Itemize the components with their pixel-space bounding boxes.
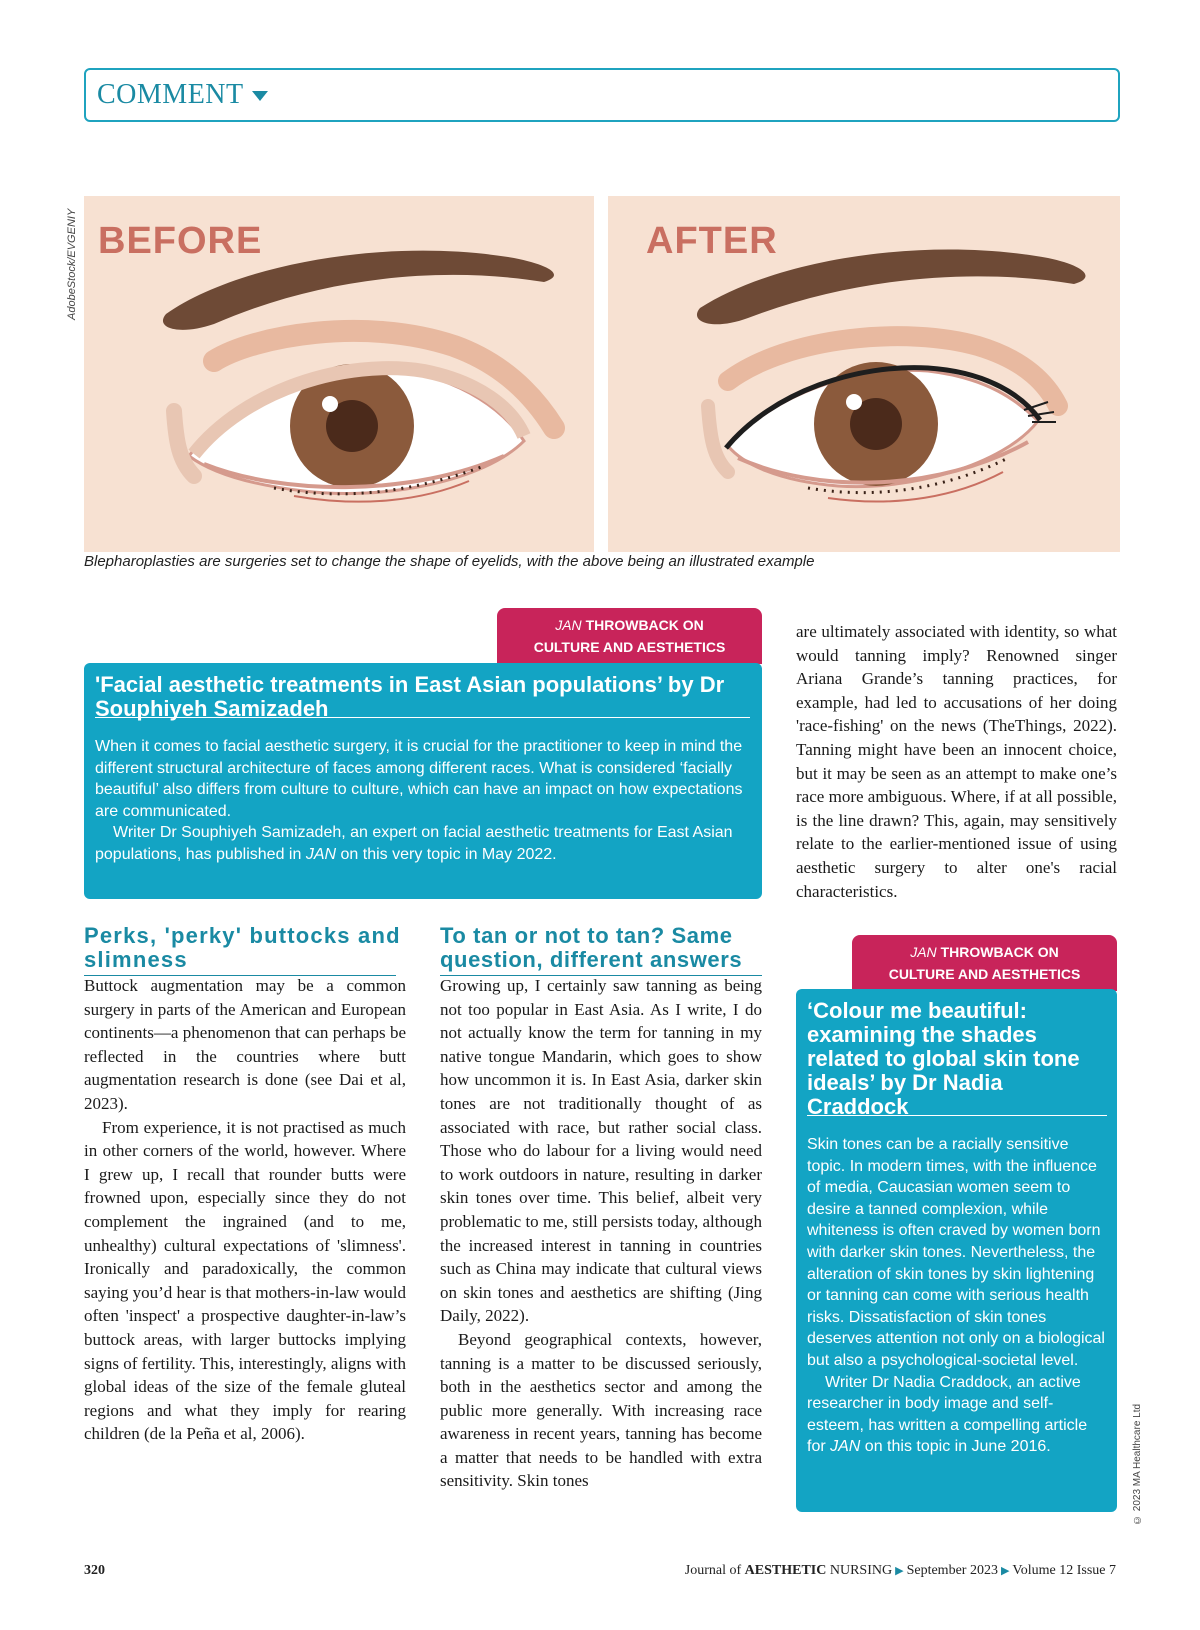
throwback-title: ‘Colour me beautiful: examining the shades related to global skin tone ideals’ by Dr Nadia Craddock — [807, 998, 1080, 1119]
column-3 — [796, 620, 1117, 903]
triangle-right-icon: ▶ — [895, 1565, 904, 1577]
caret-down-icon — [252, 91, 268, 101]
photo-credit: AdobeStock/EVGENIY — [66, 208, 78, 320]
throwback-box-1 — [84, 663, 762, 899]
page-number: 320 — [84, 1563, 105, 1578]
throwback-tag-2 — [852, 935, 1117, 991]
after-label: AFTER — [646, 220, 778, 262]
tag-line-1: THROWBACK ON — [940, 944, 1059, 960]
throwback-para: Skin tones can be a racially sensitive topic. In modern times, with the influence of media, Caucasian women seem to desire a tanned complexion, while whiteness is often craved by women born with darker skin tones. Nevertheless, the alteration of skin tones by skin lightening or tanning can come with serious health risks. Dissatisfaction of skin tones deserves attention not only on a biological but also a psychological-societal level. — [807, 1136, 1105, 1369]
journal-footer: Journal of AESTHETIC NURSING ▶ September 2023 ▶ Volume 12 Issue 7 — [684, 1563, 1116, 1578]
triangle-right-icon: ▶ — [1000, 1565, 1010, 1577]
body-paragraph: Growing up, I certainly saw tanning as being not too popular in East Asia. As I write, I do not actually know the term for tanning in my native tongue Mandarin, which goes to show how uncommon it is. In East Asia, darker skin tones are not traditionally thought of as associated with race, but rather social class. Those who do labour for a living would need to work outdoors in nature, resulting in darker skin tones over time. This belief, albeit very problematic to me, still persists today, although the increased interest in tanning in countries such as China may indicate that cultural views on skin tones and aesthetics are shifting (Jing Daily, 2022). — [440, 976, 762, 1326]
body-paragraph: Beyond geographical contexts, however, tanning is a matter to be discussed seriously, both in the aesthetics sector and among the public more generally. With increasing race awareness in recent years, tanning has become a matter that needs to be handled with extra sensitivity. Skin tones — [440, 1329, 762, 1491]
section-label: COMMENT — [97, 79, 244, 110]
throwback-box-2 — [796, 989, 1117, 1512]
throwback-title: 'Facial aesthetic treatments in East Asian populations’ by Dr Souphiyeh Samizadeh — [95, 672, 725, 721]
body-paragraph: Buttock augmentation may be a common surgery in parts of the American and European continents—a phenomenon that can perhaps be reflected in the countries where butt augmentation research is done (see Dai et al, 2023). — [84, 976, 406, 1113]
column-2 — [440, 974, 762, 1493]
body-paragraph: are ultimately associated with identity, so what would tanning imply? Renowned singer Ariana Grande’s tanning practices, for example, had led to accusations of her doing 'race-fishing' on the news (TheThings, 2022). Tanning might have been an innocent choice, but it may be seen as an attempt to make one’s race more ambiguous. Where, if at all possible, is the line drawn? This, again, may sensitively relate to the earlier-mentioned issue of using aesthetic surgery to alter one's racial characteristics. — [796, 622, 1117, 901]
body-paragraph: From experience, it is not practised as much in other corners of the world, however. Where I grew up, I recall that rounder butts were frowned upon, especially since they do not complement the ingrained (and to me, unhealthy) cultural expectations of 'slimness'. Ironically and paradoxically, the common saying you’d hear is that mothers-in-law would often 'inspect' a prospective daughter-in-law’s buttock areas, with larger buttocks implying signs of fertility. This, interestingly, aligns with global ideas of the size of the female gluteal regions and what they imply for rearing children (de la Peña et al, 2006). — [84, 1117, 406, 1444]
column-1 — [84, 974, 406, 1446]
throwback-para: When it comes to facial aesthetic surgery, it is crucial for the practitioner to keep in mind the different structural architecture of faces among different races. What is considered ‘facially beautiful’ also differs from culture to culture, which can have an impact on how expectations are communicated. — [95, 738, 743, 820]
tag-magazine: JAN — [910, 944, 937, 960]
section-header — [84, 68, 1120, 122]
copyright-notice: © 2023 MA Healthcare Ltd — [1132, 1403, 1143, 1525]
throwback-para: Writer Dr Souphiyeh Samizadeh, an expert on facial aesthetic treatments for East Asian populations, has published in JAN on this very topic in May 2022. — [95, 824, 733, 863]
section-heading-tanning: To tan or not to tan? Same question, different answers — [440, 924, 762, 974]
tag-line-2: CULTURE AND AESTHETICS — [533, 639, 726, 655]
after-illustration — [608, 196, 1120, 552]
tag-line-1: THROWBACK ON — [585, 617, 704, 633]
section-heading-buttocks: Perks, 'perky' buttocks and slimness — [84, 924, 406, 974]
tag-line-2: CULTURE AND AESTHETICS — [888, 966, 1081, 982]
figure-caption: Blepharoplasties are surgeries set to change the shape of eyelids, with the above being an illustrated example — [84, 553, 815, 570]
before-illustration — [84, 196, 594, 552]
throwback-para: Writer Dr Nadia Craddock, an active researcher in body image and self-esteem, has written a compelling article for JAN on this topic in June 2016. — [807, 1373, 1088, 1456]
throwback-tag-1 — [497, 608, 762, 664]
before-label: BEFORE — [98, 220, 263, 262]
tag-magazine: JAN — [555, 617, 582, 633]
